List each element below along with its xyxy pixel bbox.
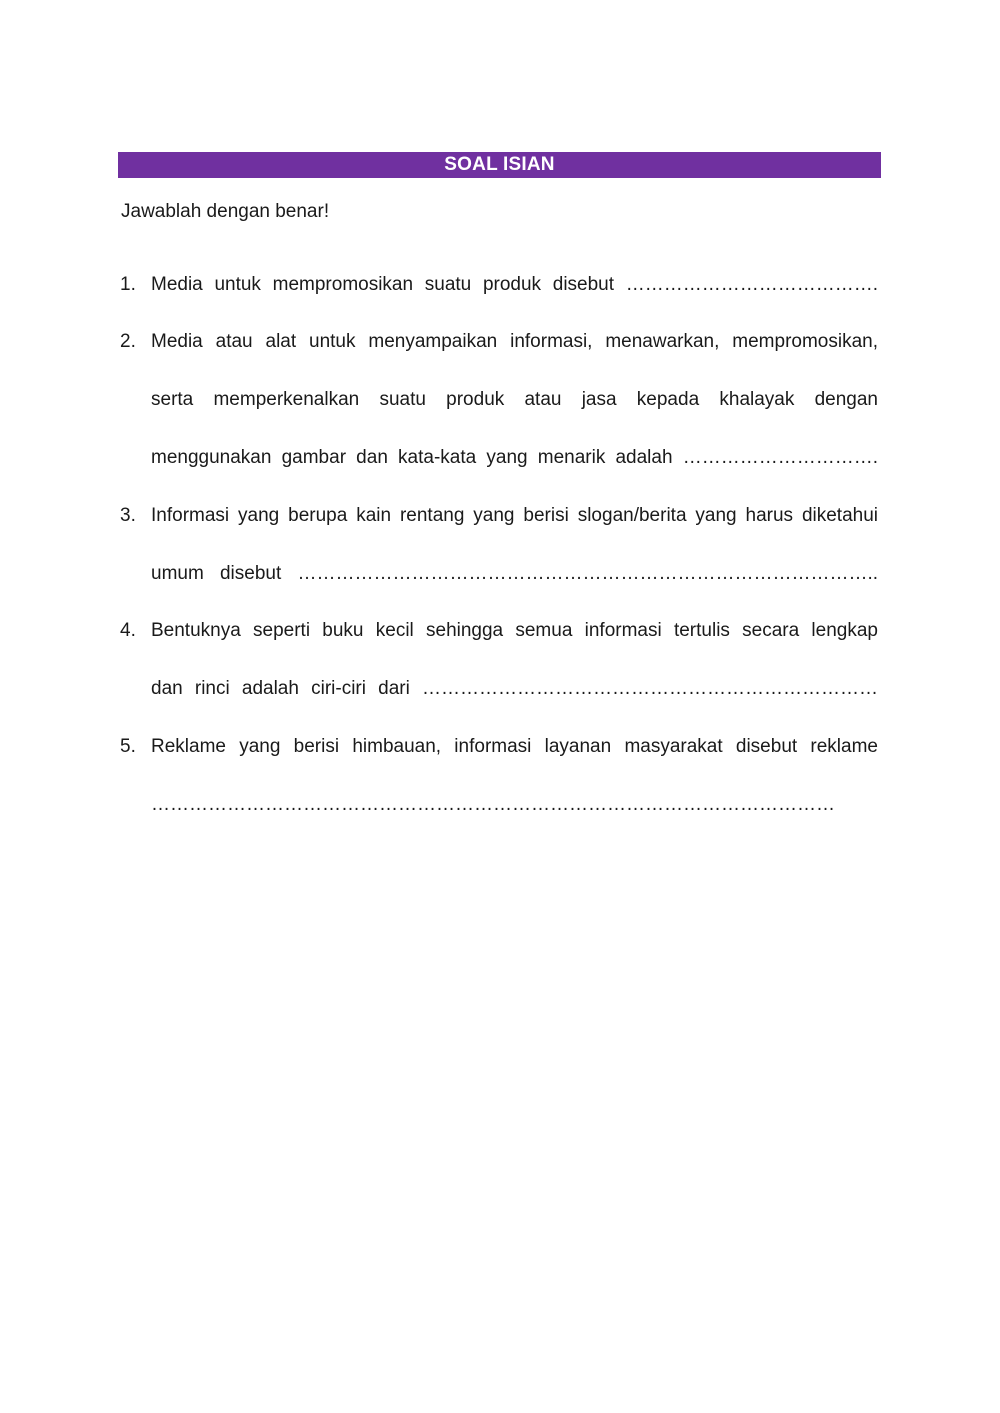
question-text-line: Media untuk mempromosikan suatu produk disebut …………………………………. — [151, 273, 878, 295]
instruction-text: Jawablah dengan benar! — [121, 201, 330, 222]
question-number: 4. — [120, 620, 136, 641]
question-text-line: menggunakan gambar dan kata-kata yang menarik adalah …………………………. — [151, 447, 878, 468]
question-text-line: dan rinci adalah ciri-ciri dari ……………………………………………………………… — [151, 678, 878, 699]
section-header-bar — [118, 152, 881, 178]
question-text-line: umum disebut ……………………………………………………………………………….. — [151, 562, 878, 584]
question-text-line: Media atau alat untuk menyampaikan informasi, menawarkan, mempromosikan, — [151, 331, 878, 352]
question-text-line: serta memperkenalkan suatu produk atau jasa kepada khalayak dengan — [151, 389, 878, 410]
question-5 — [120, 718, 878, 834]
section-title: SOAL ISIAN — [444, 154, 555, 175]
question-text-line: Bentuknya seperti buku kecil sehingga semua informasi tertulis secara lengkap — [151, 620, 878, 641]
question-1 — [120, 256, 878, 314]
question-number: 5. — [120, 735, 136, 757]
question-2 — [120, 313, 878, 487]
question-list — [120, 256, 878, 834]
question-text-line: ……………………………………………………………………………………………… — [151, 793, 835, 815]
question-text-line: Reklame yang berisi himbauan, informasi layanan masyarakat disebut reklame — [151, 735, 878, 757]
question-number: 2. — [120, 331, 136, 352]
question-text-line: Informasi yang berupa kain rentang yang berisi slogan/berita yang harus diketahui — [151, 504, 878, 526]
question-number: 1. — [120, 273, 136, 295]
question-4 — [120, 602, 878, 718]
question-3 — [120, 487, 878, 603]
question-number: 3. — [120, 504, 136, 526]
